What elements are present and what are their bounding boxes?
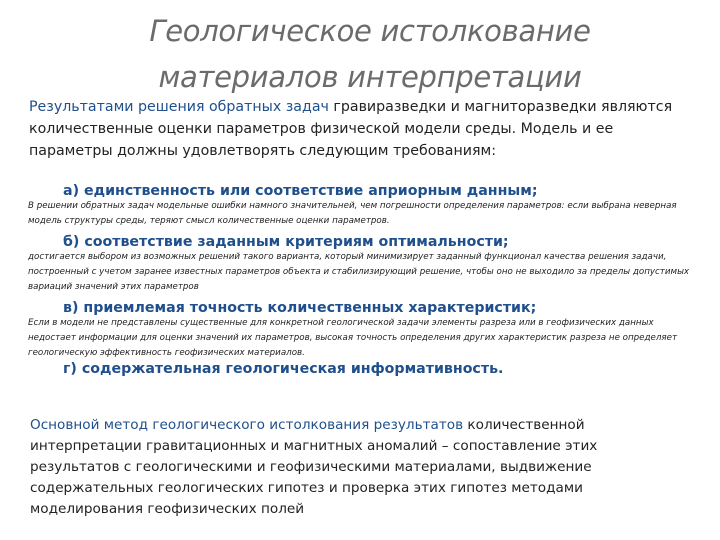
outro-lead: Основной метод геологического истолкования результатов [30, 417, 464, 433]
requirement-a-note: В решении обратных задач модельные ошибки намного значительней, чем погрешности определения параметров: если выбрана неверная модель структуры среды, теряют смысл количественные оценки параметров. [28, 201, 677, 226]
requirement-c-note: Если в модели не представлены существенные для конкретной геологической задачи элементы разреза или в геофизических данных недостает информации для оценки значений их параметров, высокая точность определения других характеристик разреза не определяет геологическую эффективность геофизических материалов. [28, 318, 678, 358]
slide-title: Геологическое истолкование материалов интерпретации [149, 14, 591, 94]
intro-lead: Результатами решения обратных задач [29, 99, 329, 115]
requirement-b-heading: б) соответствие заданным критериям оптимальности; [63, 234, 509, 250]
outro-text: количественной интерпретации гравитационных и магнитных аномалий – сопоставление этих результатов с геологическими и геофизическими материалами, выдвижение содержательных геологических гипотез и проверка этих гипотез методами моделирования геофизических полей [30, 417, 598, 517]
requirement-c-heading: в) приемлемая точность количественных характеристик; [63, 300, 537, 316]
requirement-b-note: достигается выбором из возможных решений такого варианта, который минимизирует заданный функционал качества решения задачи, построенный с учетом заранее известных параметров объекта и стабилизирующий решение, чтобы оно не выходило за пределы допустимых вариаций значений этих параметров [28, 252, 690, 292]
requirement-a-heading: а) единственность или соответствие априорным данным; [63, 183, 538, 199]
intro-paragraph [29, 96, 701, 162]
requirement-d-heading: г) содержательная геологическая информативность. [63, 361, 504, 377]
outro-paragraph [30, 415, 690, 520]
intro-text: гравиразведки и магниторазведки являются количественные оценки параметров физической модели среды. Модель и ее параметры должны удовлетворять следующим требованиям: [29, 99, 673, 159]
